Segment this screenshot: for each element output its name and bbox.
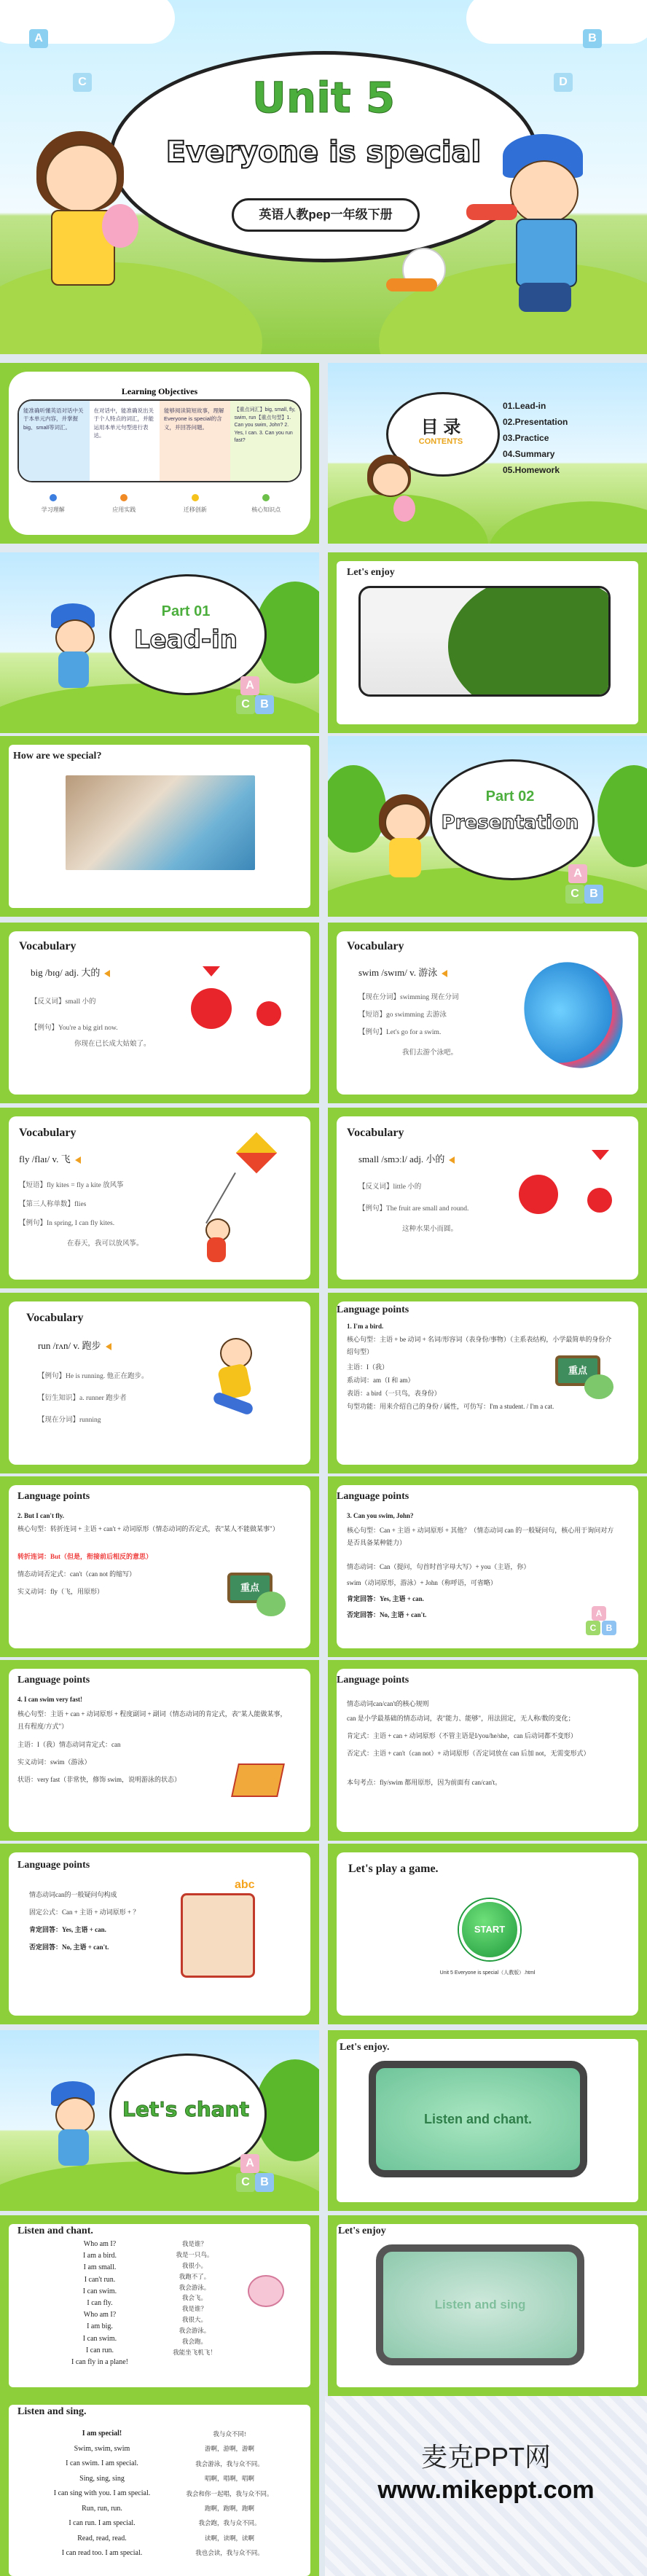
lp-subtitle: 4. I can swim very fast!	[17, 1696, 82, 1703]
vocab-note-3: 你现在已长成大姑娘了。	[74, 1041, 151, 1048]
game-slide	[328, 1844, 647, 2024]
pin-icon	[262, 494, 270, 501]
abc-book-icon	[181, 1893, 255, 1978]
video-frame[interactable]	[369, 2061, 587, 2177]
airplane-icon	[466, 204, 517, 220]
label-4: 核心知识点	[251, 506, 281, 513]
letter-block-c: C	[565, 885, 584, 904]
video-screen-text: Listen and sing	[434, 2298, 526, 2311]
label-2-wrap	[89, 494, 160, 514]
label-1-wrap	[17, 494, 89, 514]
poem-line: 我会飞。	[181, 2294, 207, 2302]
arrow-down-icon	[592, 1150, 609, 1160]
letter-block-a: A	[29, 29, 48, 48]
lp-line-highlight: 转折连词：But（但是，衔接前后相反的意思）	[17, 1553, 153, 1560]
part1-slide	[0, 552, 319, 733]
contents-title-cn: 目 录	[420, 418, 461, 437]
lesson-title: Everyone is special	[165, 136, 482, 169]
lp-line: 情态动词can/can't的核心规则	[347, 1700, 429, 1707]
tree	[597, 765, 647, 867]
runner-face	[220, 1338, 252, 1369]
lp-line: 句型功能：用来介绍自己的身份 / 属性，可仿写：I'm a student. / I'm a cat.	[347, 1403, 554, 1410]
vocab-note-2: 【短语】go swimming 去游泳	[358, 1011, 447, 1019]
poem-line: I can't run.	[84, 2275, 116, 2284]
label-3-wrap	[160, 494, 231, 514]
poem-line: 我是一只鸟。	[176, 2250, 213, 2258]
vocab-word	[19, 1151, 81, 1165]
vocab-note-1: 【反义词】small 小的	[31, 998, 96, 1006]
vocab-fly-slide	[0, 1108, 319, 1288]
letter-block-a: A	[240, 676, 259, 695]
lp-line: 情态动词否定式：can't（can not 的缩写）	[17, 1570, 136, 1578]
speaker-icon[interactable]	[106, 1343, 111, 1350]
swimmer-illustration	[505, 944, 638, 1087]
vocab-big-slide	[0, 923, 319, 1103]
vocab-note-2: 【衍生知识】a. runner 跑步者	[38, 1395, 127, 1402]
girl-face	[372, 462, 409, 497]
lp1-slide	[328, 1293, 647, 1473]
vocab-note-3: 【例句】In spring, I can fly kites.	[19, 1220, 115, 1227]
word-text: swim /swɪm/ v. 游泳	[358, 967, 438, 978]
pin-icon	[192, 494, 199, 501]
poem-line: 我会游泳。	[179, 2283, 211, 2291]
contents-item[interactable]: 05.Homework	[503, 465, 560, 475]
letter-block-c: C	[73, 73, 92, 92]
label-3: 迁移创新	[183, 506, 207, 513]
subtitle-pill	[232, 198, 420, 232]
speaker-icon[interactable]	[104, 970, 110, 977]
lp-line: 情态动词：Can（提问，句首时首字母大写）+ you（主语，你）	[347, 1563, 530, 1570]
objective-col-3: 能够阅读简短故事，理解Everyone is special的含义，并回答问题。	[160, 401, 230, 481]
poem-line: Run, run, run.	[82, 2504, 122, 2513]
cover-slide	[0, 0, 647, 354]
chant-chinese	[154, 2239, 235, 2358]
contents-item[interactable]: 02.Presentation	[503, 417, 568, 427]
pin-icon	[50, 494, 57, 501]
lp-line: swim（动词原形，游泳）+ John（称呼语，可省略）	[347, 1579, 497, 1586]
slide-heading: Language points	[17, 1860, 90, 1871]
lp-line: 表语：a bird（一只鸟，表身份）	[347, 1390, 441, 1397]
key-point-board: 重点	[227, 1573, 272, 1603]
letter-block-c: C	[236, 695, 255, 714]
lp-line: 核心句型：Can + 主语 + 动词原形 + 其他？（情态动词 can 的一般疑问句，核心用于询问对方是否具备某种能力）	[347, 1527, 614, 1547]
poem-line: I can swim.	[82, 2334, 117, 2343]
poem-line: 读啊，读啊，读啊	[204, 2534, 254, 2542]
poem-line: 我跑不了。	[179, 2272, 211, 2280]
boy-shirt	[58, 2129, 89, 2166]
poem-line: 我会跑。	[181, 2337, 207, 2345]
lp-line: 本句考点：fly/swim 都用原形，因为前面有 can/can't。	[347, 1779, 502, 1786]
boy-face	[55, 619, 95, 656]
part2-label: Part 02	[485, 788, 535, 804]
lp-answer: 否定回答：No, 主语 + can't.	[29, 1943, 109, 1951]
vocab-note-3: 【现在分词】running	[38, 1417, 101, 1424]
poem-line: I am a bird.	[82, 2252, 117, 2260]
vocab-note-1: 【例句】He is running. 他正在跑步。	[38, 1373, 149, 1380]
poem-line: 我能坐飞机飞！	[173, 2348, 216, 2356]
video-frame[interactable]	[358, 586, 611, 697]
hill	[488, 501, 647, 544]
poem-line: 唱啊，唱啊，唱啊	[204, 2475, 254, 2483]
poem-line: I can fly in a plane!	[71, 2357, 129, 2366]
contents-item[interactable]: 03.Practice	[503, 433, 549, 443]
big-apple-icon	[519, 1175, 558, 1214]
slide-heading: How are we special?	[13, 751, 102, 762]
lp-line: 固定公式：Can + 主语 + 动词原形 + ？	[29, 1908, 140, 1916]
vocab-word	[358, 965, 447, 979]
book-icon	[231, 1763, 285, 1797]
watermark-name: 麦克PPT网	[420, 2442, 551, 2472]
boy-shirt	[516, 219, 577, 287]
slide-heading: Let's enjoy	[338, 2225, 386, 2236]
video-screen-text: Listen and chant.	[423, 2112, 533, 2126]
game-caption: Unit 5 Everyone is special（人教版）.html	[439, 1970, 536, 1976]
lp2-slide	[0, 1476, 319, 1657]
poem-line: I am small.	[83, 2263, 117, 2272]
slide-heading: Vocabulary	[19, 1127, 77, 1139]
lp-line: 核心句型：主语 + be 动词 + 名词/形容词（表身份/事物）（主系表结构，小学最简单的身份介绍句型）	[347, 1336, 612, 1356]
label-2: 应用实践	[112, 506, 136, 513]
lp-subtitle: 1. I'm a bird.	[347, 1323, 384, 1330]
contents-list	[503, 398, 568, 478]
tree-image	[448, 586, 611, 697]
part1-title: Lead-in	[134, 625, 238, 654]
unit-title: Unit 5	[251, 73, 396, 122]
lp-subtitle: 3. Can you swim, John?	[347, 1512, 414, 1519]
frog-icon	[584, 1374, 613, 1399]
lp-answer: 肯定回答：Yes, 主语 + can.	[29, 1926, 106, 1933]
watermark-url[interactable]: www.mikeppt.com	[377, 2476, 595, 2504]
letter-block-b: B	[602, 1621, 616, 1635]
letter-block-c: C	[586, 1621, 600, 1635]
letter-block-b: B	[255, 2173, 274, 2192]
vocab-small-slide	[328, 1108, 647, 1288]
poem-line: 游啊，游啊，游啊	[204, 2445, 254, 2453]
sing-chinese	[168, 2427, 291, 2561]
word-text: big /bɪɡ/ adj. 大的	[31, 967, 101, 978]
lp3-slide	[328, 1476, 647, 1657]
lp-line: 状语：very fast（非常快，修饰 swim，说明游泳的状态）	[17, 1776, 181, 1783]
vocab-note-4: 我们去游个泳吧。	[402, 1049, 458, 1057]
vocab-note-1: 【现在分词】swimming 现在分词	[358, 994, 459, 1001]
sing-english	[29, 2427, 175, 2561]
slide-heading: Let's play a game.	[348, 1863, 439, 1875]
speaker-icon[interactable]	[75, 1156, 81, 1164]
contents-slide	[328, 363, 647, 544]
boy-face	[510, 160, 579, 224]
slide-heading: Language points	[337, 1675, 409, 1686]
arrow-down-icon	[203, 966, 220, 976]
letter-block-a: A	[568, 864, 587, 883]
slide-heading: Vocabulary	[26, 1312, 84, 1324]
poem-line: 跑啊，跑啊，跑啊	[204, 2504, 254, 2512]
poem-line: 我很小。	[181, 2261, 207, 2269]
part1-label: Part 01	[161, 603, 211, 619]
start-button[interactable]	[459, 1899, 520, 1960]
poem-line: 我是谁？	[181, 2305, 207, 2313]
poem-line: I can sing with you. I am special.	[53, 2489, 151, 2497]
poem-line: I can run. I am special.	[68, 2519, 136, 2527]
poem-line: 我很大。	[181, 2316, 207, 2324]
label-4-wrap	[231, 494, 302, 514]
vocab-note-3: 这种水果小而圆。	[402, 1226, 458, 1233]
vocab-word	[38, 1338, 111, 1352]
lp-line: 核心句型：转折连词 + 主语 + can't + 动词原形（情态动词的否定式，表"某人不能做某事"）	[17, 1525, 279, 1532]
letter-block-a: A	[592, 1606, 606, 1621]
tree	[328, 765, 386, 853]
boy-shorts	[519, 283, 571, 312]
lp-subtitle: 2. But I can't fly.	[17, 1512, 65, 1519]
objectives-panel	[17, 399, 302, 482]
lp4-slide	[0, 1660, 319, 1841]
chant-text-slide	[0, 2215, 319, 2396]
slide-heading: Language points	[17, 1675, 90, 1686]
objective-col-2: 在对话中，能准确说出关于个人特点的词汇，并能运用本单元句型进行表达。	[90, 401, 160, 481]
vocab-note-2: 【第三人称单数】flies	[19, 1201, 87, 1208]
objectives-title: Learning Objectives	[121, 386, 198, 396]
contents-item[interactable]: 01.Lead-in	[503, 401, 546, 411]
slide-heading: Language points	[337, 1491, 409, 1502]
kite-icon	[236, 1132, 278, 1174]
bird-icon	[248, 2275, 284, 2307]
part2-slide	[328, 736, 647, 917]
vocab-swim-slide	[328, 923, 647, 1103]
poem-line: I can run.	[85, 2346, 114, 2354]
vocab-note-2: 【例句】You're a big girl now.	[31, 1025, 118, 1032]
poem-line: 我是谁？	[181, 2240, 207, 2247]
vocab-note-4: 在春天，我可以放风筝。	[67, 1240, 144, 1248]
big-apple-icon	[191, 988, 232, 1029]
label-1: 学习理解	[41, 506, 65, 513]
start-label: START	[474, 1924, 506, 1935]
frog-icon	[256, 1592, 286, 1616]
vocab-note-1: 【反义词】little 小的	[358, 1183, 422, 1191]
slide-heading: Listen and sing.	[17, 2406, 87, 2417]
word-text: small /smɔːl/ adj. 小的	[358, 1154, 445, 1164]
hill	[0, 262, 262, 354]
chant-title: Let's chant	[122, 2097, 249, 2121]
poem-line: Who am I?	[83, 2240, 117, 2248]
lp-answer: 肯定回答：Yes, 主语 + can.	[347, 1595, 424, 1602]
objectives-slide	[0, 363, 319, 544]
lets-enjoy-slide	[328, 552, 647, 733]
vocab-word	[358, 1151, 455, 1165]
kite-string	[205, 1172, 236, 1224]
slide-heading: Let's enjoy.	[340, 2042, 390, 2053]
contents-item[interactable]: 04.Summary	[503, 449, 555, 459]
lp-line: 主语：I（我）情态动词肯定式：can	[17, 1741, 121, 1748]
vocab-run-slide	[0, 1293, 319, 1473]
objective-col-1: 能准确听懂英语对话中关于本单元内容，并掌握big、small等词汇。	[19, 401, 90, 481]
slide-heading: Vocabulary	[19, 940, 77, 952]
rabbit-toy-icon	[393, 496, 415, 522]
slide-heading: Language points	[17, 1491, 90, 1502]
poem-title: I am special!	[82, 2430, 122, 2438]
speaker-icon[interactable]	[442, 970, 447, 977]
poem-line: 我会和你一起唱，我与众不同。	[186, 2489, 273, 2497]
lp-line: 情态动词can的一般疑问句构成	[29, 1891, 117, 1898]
lp-line: 否定式：主语 + can't（can not）+ 动词原形（否定词放在 can 后加 not，无需变形式）	[347, 1750, 590, 1757]
subtitle-text: 英语人教pep一年级下册	[259, 208, 393, 222]
key-point-board: 重点	[555, 1355, 600, 1386]
lp-line: 肯定式：主语 + can + 动词原形（不管主语是I/you/he/she，can 后动词都不变形）	[347, 1732, 577, 1739]
girl-dress	[389, 838, 421, 877]
girl-face	[385, 803, 427, 842]
lp-answer: 否定回答：No, 主语 + can't.	[347, 1611, 427, 1618]
vocab-note-1: 【短语】fly kites = fly a kite 放风筝	[19, 1182, 124, 1189]
poem-line: 我会跑，我与众不同。	[198, 2519, 261, 2527]
lp-line: 系动词：am（I 和 am）	[347, 1377, 415, 1384]
girl-face	[45, 144, 118, 213]
lp5-slide	[328, 1660, 647, 1841]
slide-heading: Language points	[337, 1304, 409, 1315]
poem-line: I can fly.	[87, 2298, 113, 2307]
lp-line: 实义动词：fly（飞，用原形）	[17, 1588, 103, 1595]
part2-title: Presentation	[441, 812, 579, 834]
vocab-note-2: 【例句】The fruit are small and round.	[358, 1205, 469, 1213]
enjoy3-slide	[328, 2215, 647, 2396]
poem-line: I can read too. I am special.	[61, 2549, 143, 2557]
speaker-icon[interactable]	[449, 1156, 455, 1164]
poem-line: Swim, swim, swim	[74, 2444, 130, 2453]
slide-heading: Vocabulary	[347, 940, 404, 952]
objective-col-4: 【重点词汇】big, small, fly, swim, run【重点句型】1. Can you swim, John? 2. Yes, I can. 3. Can you run fast?	[230, 401, 301, 481]
kid-shirt	[207, 1237, 226, 1262]
letter-block-b: B	[255, 695, 274, 714]
slide-heading: Listen and chant.	[17, 2225, 93, 2236]
letter-block-c: C	[236, 2173, 255, 2192]
boy-face	[55, 2097, 95, 2134]
lp-line: 主语：I（我）	[347, 1363, 388, 1371]
poem-title: 我与众不同!	[213, 2430, 246, 2438]
poem-line: I can swim.	[82, 2287, 117, 2295]
chant-cover-slide	[0, 2030, 319, 2211]
poem-line: Who am I?	[83, 2311, 117, 2319]
poem-line: 我也会读，我与众不同。	[195, 2549, 264, 2557]
contents-title-en: CONTENTS	[418, 437, 463, 446]
lp-line: can 是小学最基础的情态动词，表"能力、能够"，用法固定，无人称/数的变化；	[347, 1715, 575, 1722]
sports-photo	[66, 775, 255, 870]
poem-line: Read, read, read.	[77, 2534, 127, 2542]
letter-block-b: B	[584, 885, 603, 904]
objective-labels	[17, 494, 302, 514]
enjoy2-slide	[328, 2030, 647, 2211]
poem-line: I can swim. I am special.	[66, 2459, 138, 2467]
video-frame[interactable]	[376, 2244, 584, 2365]
word-text: run /rʌn/ v. 跑步	[38, 1340, 101, 1351]
lp-line: 实义动词：swim（游泳）	[17, 1758, 91, 1766]
pin-icon	[120, 494, 128, 501]
vocab-word	[31, 965, 110, 979]
poem-line: 我会游泳。	[179, 2327, 211, 2334]
rabbit-toy-icon	[102, 204, 138, 248]
watermark-panel	[325, 2396, 647, 2576]
vocab-note-3: 【例句】Let's go for a swim.	[358, 1029, 442, 1036]
small-apple-icon	[587, 1188, 612, 1213]
letter-block-d: D	[554, 73, 573, 92]
slide-heading: Vocabulary	[347, 1127, 404, 1139]
poem-line: 我会游泳，我与众不同。	[195, 2459, 264, 2467]
abc-label: abc	[235, 1879, 255, 1891]
poem-line: I am big.	[87, 2322, 113, 2331]
carrot-icon	[386, 278, 437, 291]
word-text: fly /flaɪ/ v. 飞	[19, 1154, 71, 1164]
boy-shirt	[58, 651, 89, 688]
lp6-slide	[0, 1844, 319, 2024]
letter-block-b: B	[583, 29, 602, 48]
letter-block-a: A	[240, 2154, 259, 2173]
lp-line: 核心句型：主语 + can + 动词原形 + 程度副词 + 副词（情态动词的肯定式，表"某人能做某事，且有程度/方式"）	[17, 1710, 287, 1731]
small-apple-icon	[256, 1001, 281, 1026]
poem-line: Sing, sing, sing	[79, 2474, 125, 2483]
chant-english	[52, 2239, 147, 2368]
cloud	[466, 0, 647, 44]
sing-slide	[0, 2396, 319, 2576]
slide-heading: Let's enjoy	[347, 567, 395, 578]
how-special-slide	[0, 736, 319, 917]
cloud	[0, 0, 175, 44]
